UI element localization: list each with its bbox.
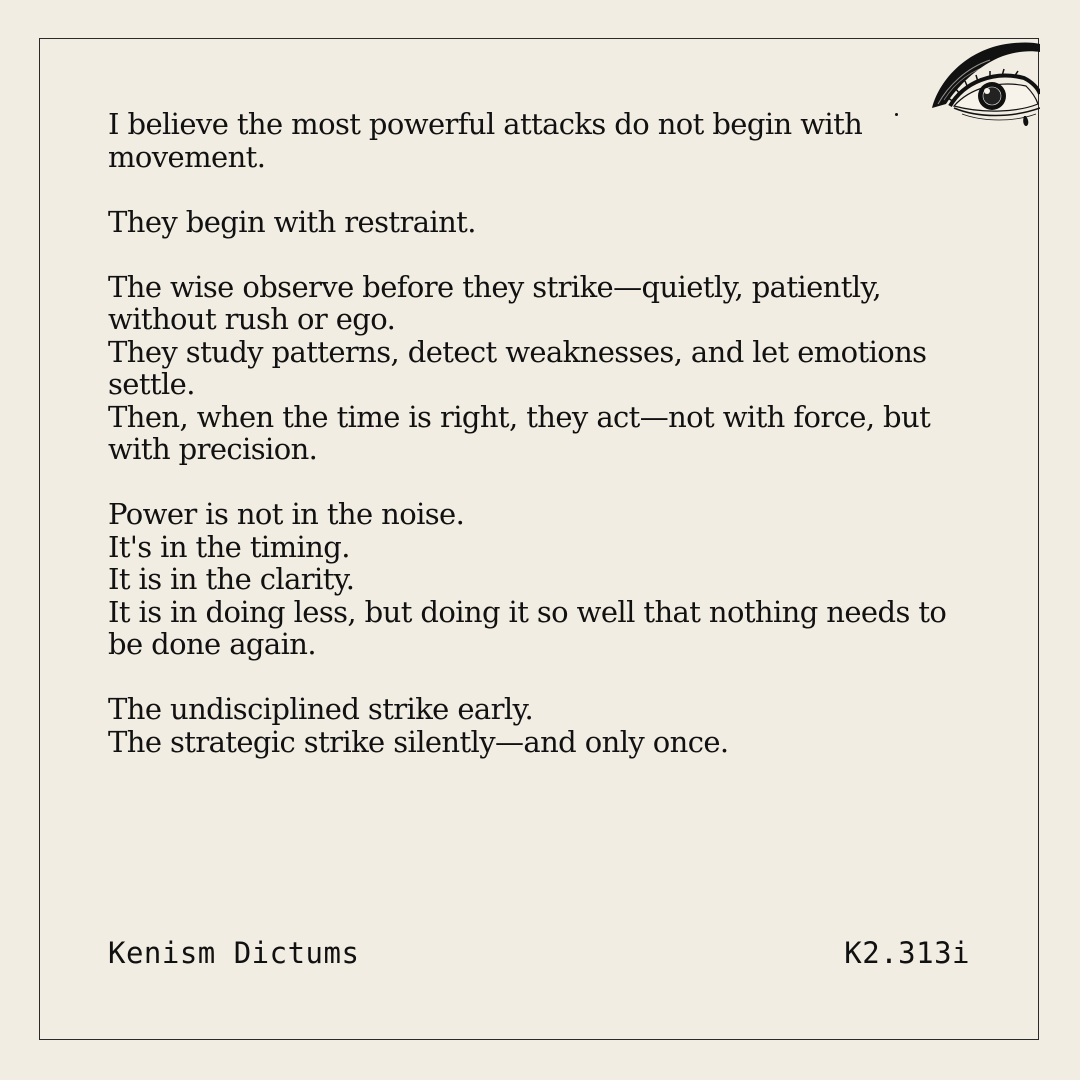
text-line: It is in doing less, but doing it so well that nothing needs to be done again. [108,594,947,661]
text-line: The undisciplined strike early. [108,692,534,726]
paragraph [108,108,948,173]
text-line: It is in the clarity. [108,562,355,596]
text-line: They study patterns, detect weaknesses, and let emotions settle. [108,334,927,401]
text-line: The wise observe before they strike—quietly, patiently, without rush or ego. [108,269,881,336]
text-line: Power is not in the noise. [108,497,465,531]
paragraph [108,693,948,758]
paragraph [108,498,948,661]
text-line: It's in the timing. [108,529,350,564]
text-line: They begin with restraint. [108,204,476,239]
text-line: Then, when the time is right, they act—not with force, but with precision. [108,399,931,466]
entry-code: K2.313i [844,936,970,970]
quote-body [108,108,948,791]
text-line: The strategic strike silently—and only once. [108,724,729,759]
series-title: Kenism Dictums [108,936,360,970]
paragraph [108,206,948,239]
text-line: I believe the most powerful attacks do not begin with movement. [108,107,863,174]
paragraph [108,271,948,466]
